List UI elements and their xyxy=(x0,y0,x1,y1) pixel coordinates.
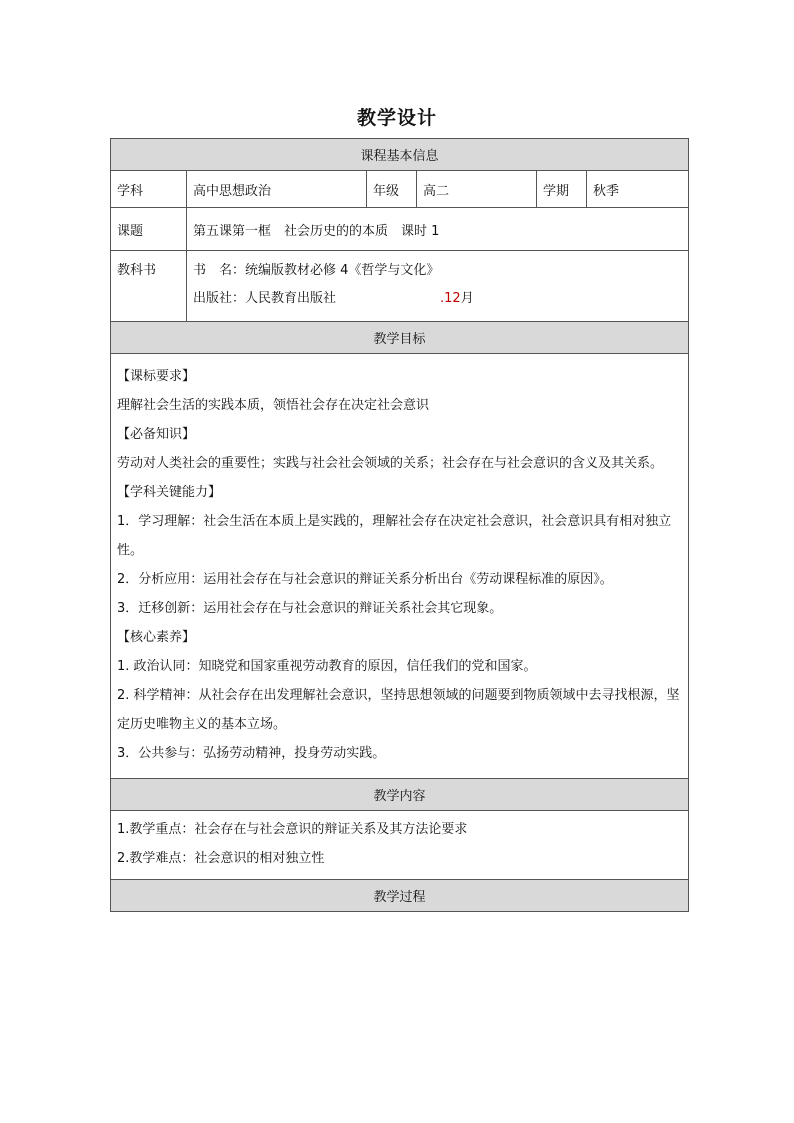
goal-item: 【核心素养】 xyxy=(117,630,196,645)
term-value: 秋季 xyxy=(587,171,689,208)
content-row xyxy=(111,811,689,880)
goals-header-row xyxy=(111,322,689,354)
goal-item: 【学科关键能力】 xyxy=(117,485,222,500)
goal-item: 【课标要求】 xyxy=(117,369,196,384)
textbook-row xyxy=(111,251,689,322)
term-label: 学期 xyxy=(537,171,587,208)
subject-value: 高中思想政治 xyxy=(187,171,367,208)
goal-item: 1. 政治认同：知晓党和国家重视劳动教育的原因，信任我们的党和国家。 xyxy=(117,659,537,674)
content-body xyxy=(111,811,689,880)
goal-item: 1．学习理解：社会生活在本质上是实践的，理解社会存在决定社会意识，社会意识具有相对独立性。 xyxy=(117,514,672,558)
lesson-plan-table xyxy=(110,138,689,912)
goal-item: 劳动对人类社会的重要性；实践与社会社会领域的关系；社会存在与社会意识的含义及其关系。 xyxy=(117,456,664,471)
goals-body xyxy=(111,354,689,779)
goal-item: 3．迁移创新：运用社会存在与社会意识的辩证关系社会其它现象。 xyxy=(117,601,503,616)
content-item: 1.教学重点：社会存在与社会意识的辩证关系及其方法论要求 xyxy=(117,822,468,837)
subject-label: 学科 xyxy=(111,171,187,208)
grade-value: 高二 xyxy=(417,171,537,208)
goal-item: 2．分析应用：运用社会存在与社会意识的辩证关系分析出台《劳动课程标准的原因》。 xyxy=(117,572,613,587)
content-header: 教学内容 xyxy=(111,779,689,811)
goal-item: 2. 科学精神：从社会存在出发理解社会意识，坚持思想领域的问题要到物质领域中去寻找根源，坚定历史唯物主义的基本立场。 xyxy=(117,688,680,732)
publish-month: 月 xyxy=(460,291,474,306)
grade-label: 年级 xyxy=(367,171,417,208)
publish-date: .12 xyxy=(440,291,461,306)
publisher-line xyxy=(193,285,682,313)
topic-label: 课题 xyxy=(111,208,187,251)
subject-row xyxy=(111,171,689,208)
document-title: 教学设计 xyxy=(356,107,437,129)
process-header-row xyxy=(111,880,689,912)
content-header-row xyxy=(111,779,689,811)
goal-item: 3．公共参与：弘扬劳动精神，投身劳动实践。 xyxy=(117,746,386,761)
process-header: 教学过程 xyxy=(111,880,689,912)
book-name-line: 书 名：统编版教材必修 4《哲学与文化》 xyxy=(193,263,440,278)
goals-header: 教学目标 xyxy=(111,322,689,354)
goals-row xyxy=(111,354,689,779)
goal-item: 理解社会生活的实践本质，领悟社会存在决定社会意识 xyxy=(117,398,430,413)
basic-info-header: 课程基本信息 xyxy=(111,139,689,171)
goal-item: 【必备知识】 xyxy=(117,427,196,442)
publisher-text: 出版社：人民教育出版社 xyxy=(193,291,337,306)
textbook-label: 教科书 xyxy=(111,251,187,322)
topic-value: 第五课第一框 社会历史的的本质 课时 1 xyxy=(187,208,689,251)
topic-row xyxy=(111,208,689,251)
content-item: 2.教学难点：社会意识的相对独立性 xyxy=(117,851,325,866)
basic-info-header-row xyxy=(111,139,689,171)
